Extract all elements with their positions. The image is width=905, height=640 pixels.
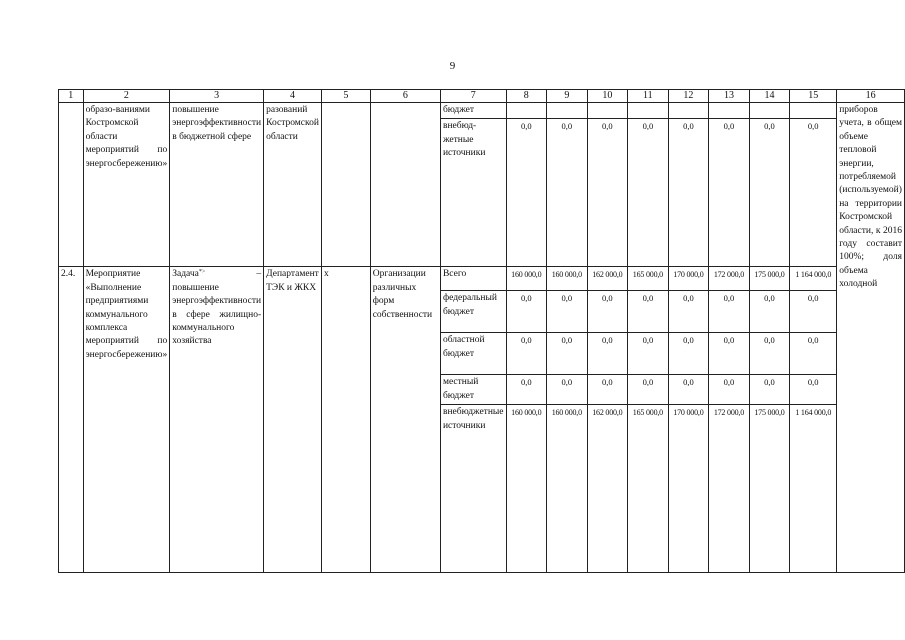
source-label-cell: федеральный бюджет xyxy=(440,291,506,333)
header-cell: 9 xyxy=(547,90,588,103)
value-cell: 0,0 xyxy=(790,291,837,333)
value-cell: 0,0 xyxy=(790,119,837,267)
value-cell xyxy=(709,103,750,119)
executor-cell: разований Костромской области xyxy=(264,103,322,267)
header-cell: 10 xyxy=(587,90,628,103)
row-number-cell: 2.4. xyxy=(59,267,84,573)
table-row xyxy=(59,103,905,119)
value-cell: 0,0 xyxy=(587,119,628,267)
value-cell: 0,0 xyxy=(709,291,750,333)
header-cell: 5 xyxy=(321,90,370,103)
value-cell: 160 000,0 xyxy=(547,267,588,291)
source-label-cell: местный бюджет xyxy=(440,375,506,405)
value-cell: 0,0 xyxy=(709,375,750,405)
value-cell: 175 000,0 xyxy=(749,405,790,573)
value-cell: 0,0 xyxy=(749,119,790,267)
source-label-cell: внебюджетные источники xyxy=(440,405,506,573)
value-cell: 170 000,0 xyxy=(668,405,709,573)
task-cell xyxy=(170,267,264,573)
source-label-cell: Всего xyxy=(440,267,506,291)
value-cell: 0,0 xyxy=(790,333,837,375)
header-cell: 2 xyxy=(83,90,170,103)
value-cell xyxy=(668,103,709,119)
value-cell: 160 000,0 xyxy=(506,405,547,573)
value-cell: 0,0 xyxy=(547,291,588,333)
value-cell: 0,0 xyxy=(668,119,709,267)
table-row xyxy=(59,267,905,291)
value-cell xyxy=(749,103,790,119)
value-cell: 0,0 xyxy=(587,291,628,333)
value-cell: 0,0 xyxy=(506,291,547,333)
measure-name-cell: образо-ваниями Костромской области мероприятий по энергосбережению» xyxy=(83,103,170,267)
header-cell: 3 xyxy=(170,90,264,103)
value-cell xyxy=(790,103,837,119)
value-cell xyxy=(547,103,588,119)
value-cell: 160 000,0 xyxy=(506,267,547,291)
value-cell: 0,0 xyxy=(790,375,837,405)
value-cell: 165 000,0 xyxy=(628,267,669,291)
value-cell: 0,0 xyxy=(506,375,547,405)
value-cell: 172 000,0 xyxy=(709,267,750,291)
header-cell: 8 xyxy=(506,90,547,103)
value-cell: 165 000,0 xyxy=(628,405,669,573)
value-cell: 162 000,0 xyxy=(587,267,628,291)
header-row xyxy=(59,90,905,103)
executor-cell: Департамент ТЭК и ЖКХ xyxy=(264,267,322,573)
header-cell: 13 xyxy=(709,90,750,103)
participants-cell: Организации различных форм собственности xyxy=(370,267,440,573)
footnote-mark: *> xyxy=(198,269,206,276)
value-cell: 172 000,0 xyxy=(709,405,750,573)
header-cell: 7 xyxy=(440,90,506,103)
value-cell: 1 164 000,0 xyxy=(790,405,837,573)
value-cell: 1 164 000,0 xyxy=(790,267,837,291)
source-label-cell: бюджет xyxy=(440,103,506,119)
source-label-cell: областной бюджет xyxy=(440,333,506,375)
value-cell: 0,0 xyxy=(709,119,750,267)
value-cell: 0,0 xyxy=(628,119,669,267)
value-cell xyxy=(628,103,669,119)
value-cell: 160 000,0 xyxy=(547,405,588,573)
task-label: Задача xyxy=(172,269,199,280)
value-cell: 0,0 xyxy=(749,291,790,333)
value-cell xyxy=(587,103,628,119)
value-cell: 175 000,0 xyxy=(749,267,790,291)
value-cell: 0,0 xyxy=(587,333,628,375)
value-cell: 0,0 xyxy=(628,333,669,375)
indicator-cell: приборов учета, в общем объеме тепловой энергии, потребляемой (используемой) на территории Костромской области, к 2016 году составит 100%; доля объема холодной xyxy=(837,103,905,573)
value-cell: 170 000,0 xyxy=(668,267,709,291)
header-cell: 6 xyxy=(370,90,440,103)
value-cell: 162 000,0 xyxy=(587,405,628,573)
row-number-cell xyxy=(59,103,84,267)
value-cell: 0,0 xyxy=(668,375,709,405)
value-cell: 0,0 xyxy=(749,333,790,375)
source-label-cell: внебюд-жетные источники xyxy=(440,119,506,267)
value-cell: 0,0 xyxy=(547,119,588,267)
header-cell: 1 xyxy=(59,90,84,103)
task-cell: повышение энергоэффективности в бюджетной сфере xyxy=(170,103,264,267)
header-cell: 14 xyxy=(749,90,790,103)
header-cell: 4 xyxy=(264,90,322,103)
col5-cell: х xyxy=(321,267,370,573)
value-cell: 0,0 xyxy=(587,375,628,405)
header-cell: 15 xyxy=(790,90,837,103)
header-cell: 16 xyxy=(837,90,905,103)
page-number: 9 xyxy=(449,60,456,72)
value-cell xyxy=(506,103,547,119)
value-cell: 0,0 xyxy=(709,333,750,375)
value-cell: 0,0 xyxy=(628,375,669,405)
header-cell: 11 xyxy=(628,90,669,103)
value-cell: 0,0 xyxy=(547,375,588,405)
program-table xyxy=(58,89,905,573)
value-cell: 0,0 xyxy=(506,119,547,267)
value-cell: 0,0 xyxy=(547,333,588,375)
measure-name-cell: Мероприятие «Выполнение предприятиями коммунального комплекса мероприятий по энергосбережению» xyxy=(83,267,170,573)
value-cell: 0,0 xyxy=(668,333,709,375)
value-cell: 0,0 xyxy=(668,291,709,333)
task-text: – повышение энергоэффективности в сфере жилищно-коммунального хозяйства xyxy=(172,269,262,347)
col5-cell xyxy=(321,103,370,267)
value-cell: 0,0 xyxy=(506,333,547,375)
value-cell: 0,0 xyxy=(749,375,790,405)
header-cell: 12 xyxy=(668,90,709,103)
value-cell: 0,0 xyxy=(628,291,669,333)
col6-cell xyxy=(370,103,440,267)
